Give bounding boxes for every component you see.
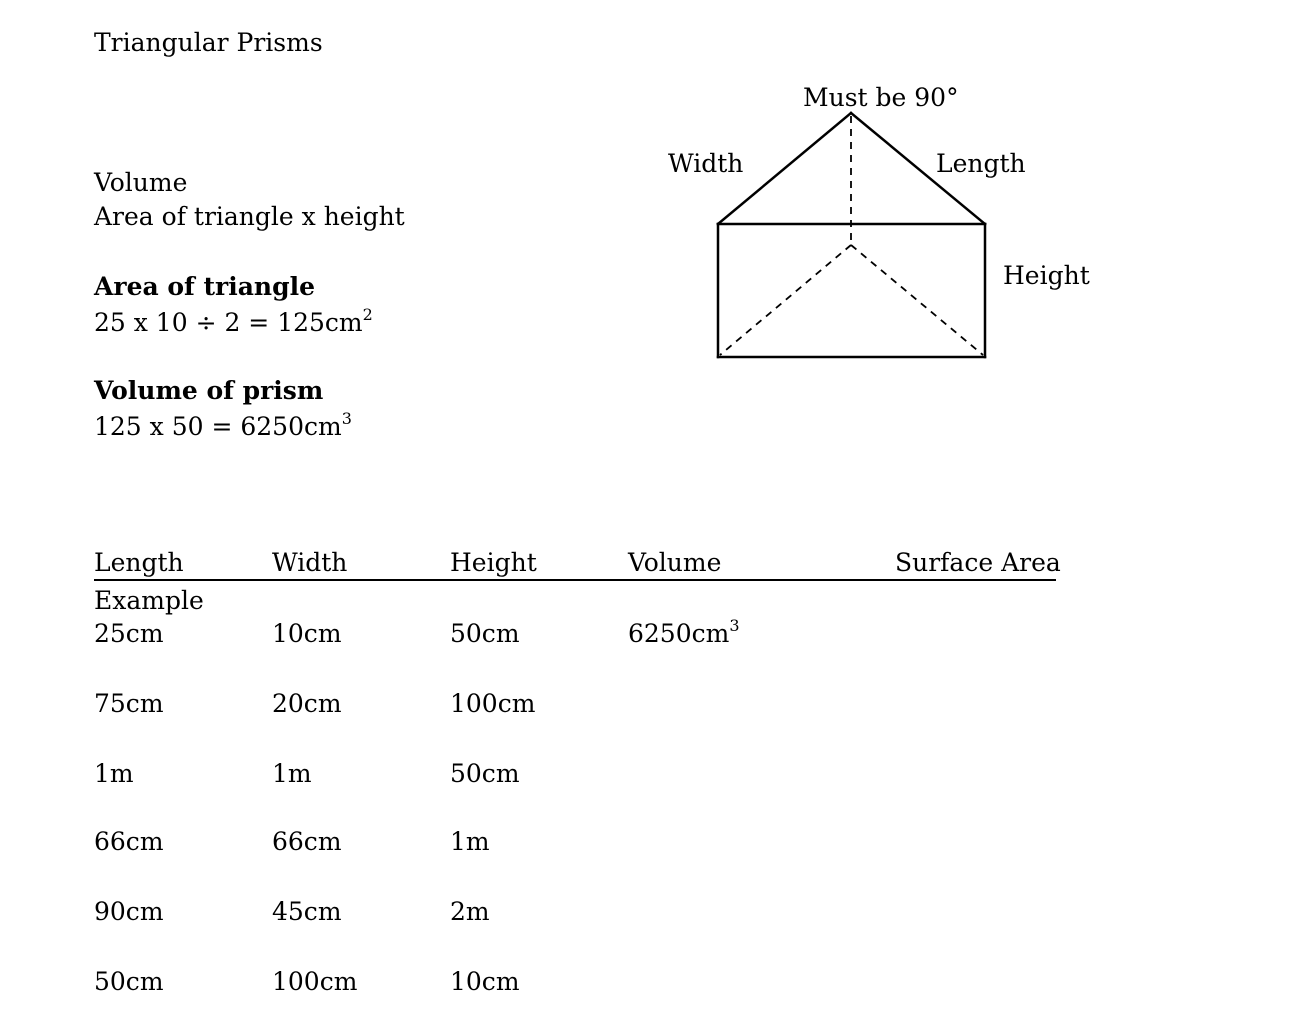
diagram-length-label: Length <box>936 149 1026 178</box>
cell-width: 1m <box>272 759 312 788</box>
cell-width: 66cm <box>272 827 342 856</box>
page-title: Triangular Prisms <box>94 28 323 57</box>
cell-volume-text: 6250cm <box>628 619 730 648</box>
prism-calculation-text: 125 x 50 = 6250cm <box>94 412 342 441</box>
cell-width: 20cm <box>272 689 342 718</box>
cell-height: 100cm <box>450 689 536 718</box>
diagram-hidden-right-edge <box>851 245 983 355</box>
diagram-width-label: Width <box>668 149 744 178</box>
example-label: Example <box>94 586 204 615</box>
cell-width: 100cm <box>272 967 358 996</box>
volume-formula: Area of triangle x height <box>94 202 405 231</box>
header-surface-area: Surface Area <box>895 548 1061 577</box>
header-volume: Volume <box>628 548 722 577</box>
area-superscript: 2 <box>362 304 373 324</box>
cell-volume <box>628 615 740 649</box>
cell-height: 10cm <box>450 967 520 996</box>
table-row <box>94 827 1056 857</box>
area-heading: Area of triangle <box>94 272 315 301</box>
cell-height: 50cm <box>450 759 520 788</box>
cell-height: 50cm <box>450 619 520 648</box>
cell-length: 75cm <box>94 689 164 718</box>
cell-width: 10cm <box>272 619 342 648</box>
cell-volume-superscript: 3 <box>729 615 740 635</box>
cell-length: 90cm <box>94 897 164 926</box>
prism-table <box>94 548 1061 997</box>
table-row <box>94 759 1056 789</box>
cell-length: 50cm <box>94 967 164 996</box>
example-label-row <box>94 586 1056 616</box>
diagram-hidden-left-edge <box>720 245 851 355</box>
diagram-top-label: Must be 90° <box>803 83 959 112</box>
table-row <box>94 689 1056 719</box>
cell-length: 1m <box>94 759 134 788</box>
cell-width: 45cm <box>272 897 342 926</box>
prism-superscript: 3 <box>341 408 352 428</box>
prism-heading: Volume of prism <box>94 376 324 405</box>
cell-length: 25cm <box>94 619 164 648</box>
cell-height: 1m <box>450 827 490 856</box>
table-row <box>94 897 1056 927</box>
header-width: Width <box>272 548 348 577</box>
cell-height: 2m <box>450 897 490 926</box>
table-header <box>94 548 1061 581</box>
cell-length: 66cm <box>94 827 164 856</box>
volume-heading: Volume <box>94 168 188 197</box>
header-length: Length <box>94 548 184 577</box>
table-row <box>94 615 1056 649</box>
area-calculation-text: 25 x 10 ÷ 2 = 125cm <box>94 308 363 337</box>
diagram-height-label: Height <box>1003 261 1090 290</box>
table-row <box>94 967 1056 997</box>
header-height: Height <box>450 548 537 577</box>
